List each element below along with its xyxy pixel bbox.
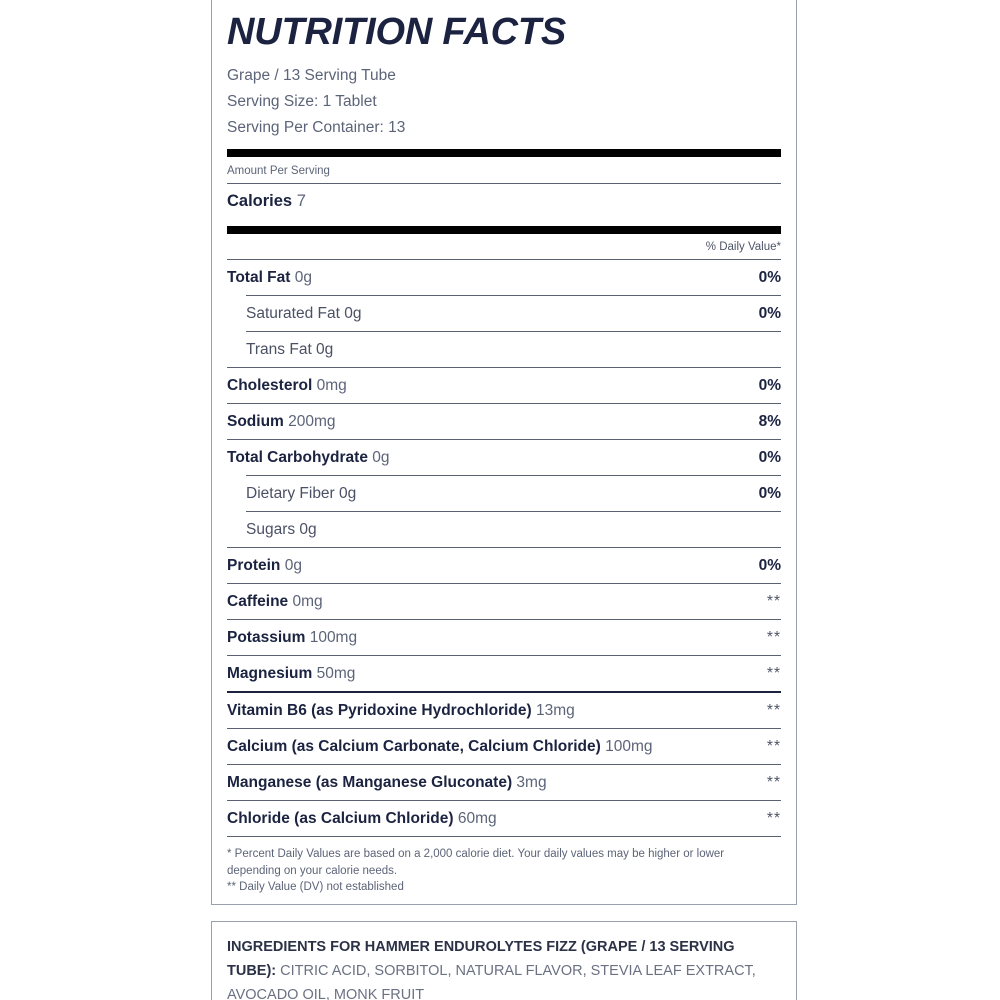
nutrient-amount: 100mg bbox=[600, 738, 653, 756]
nutrient-daily-value: ** bbox=[766, 702, 781, 720]
nutrient-name: Potassium bbox=[227, 628, 306, 646]
nutrient-label: Trans Fat 0g bbox=[246, 340, 334, 358]
calories-label: Calories bbox=[227, 191, 293, 210]
nutrient-row bbox=[227, 765, 781, 800]
nutrient-label bbox=[227, 448, 390, 467]
nutrient-amount: 50mg bbox=[312, 664, 356, 682]
ingredients-heading: INGREDIENTS FOR HAMMER ENDUROLYTES FIZZ (GRAPE / 13 SERVING TUBE): bbox=[227, 939, 735, 979]
nutrient-name: Caffeine bbox=[227, 592, 289, 610]
nutrient-daily-value: 8% bbox=[758, 412, 781, 430]
serving-info bbox=[227, 63, 781, 141]
nutrient-row bbox=[227, 584, 781, 619]
nutrient-row bbox=[227, 548, 781, 583]
nutrient-amount: 3mg bbox=[512, 774, 547, 792]
serving-info-per-container: Serving Per Container: 13 bbox=[227, 118, 406, 136]
nutrient-name: Calcium (as Calcium Carbonate, Calcium Chloride) bbox=[227, 738, 601, 756]
thick-divider-top bbox=[227, 149, 781, 157]
nutrient-name: Total Carbohydrate bbox=[227, 448, 368, 466]
nutrient-label bbox=[227, 376, 347, 395]
nutrient-daily-value: 0% bbox=[758, 448, 781, 466]
nutrient-label: Sugars 0g bbox=[246, 520, 317, 538]
nutrient-daily-value: ** bbox=[766, 738, 781, 756]
nutrient-daily-value: ** bbox=[766, 664, 781, 682]
ingredients-panel bbox=[211, 921, 797, 1000]
nutrient-row bbox=[227, 404, 781, 439]
nutrient-row bbox=[227, 440, 781, 475]
nutrient-row bbox=[227, 656, 781, 691]
nutrient-row bbox=[227, 729, 781, 764]
nutrient-label bbox=[227, 628, 357, 647]
nutrient-daily-value: ** bbox=[766, 628, 781, 646]
footnote-daily-value: * Percent Daily Values are based on a 2,000 calorie diet. Your daily values may be higher or lower depending on your calorie needs. bbox=[227, 848, 725, 877]
calories-value: 7 bbox=[296, 191, 306, 210]
nutrient-label bbox=[227, 412, 336, 431]
nutrient-amount: 0g bbox=[290, 268, 312, 286]
nutrient-label bbox=[227, 737, 653, 756]
nutrient-row bbox=[227, 620, 781, 655]
nutrient-name: Magnesium bbox=[227, 664, 313, 682]
ingredients-list: CITRIC ACID, SORBITOL, NATURAL FLAVOR, STEVIA LEAF EXTRACT, AVOCADO OIL, MONK FRUIT bbox=[227, 963, 756, 1000]
nutrient-row bbox=[227, 801, 781, 836]
nutrient-label: Dietary Fiber 0g bbox=[246, 484, 357, 502]
footnote-dv-not-established: ** Daily Value (DV) not established bbox=[227, 881, 404, 894]
nutrient-amount: 0g bbox=[280, 556, 302, 574]
nutrient-daily-value: 0% bbox=[758, 376, 781, 394]
nutrient-row bbox=[227, 260, 781, 295]
footnotes bbox=[227, 837, 781, 896]
nutrient-amount: 0mg bbox=[288, 592, 323, 610]
serving-info-flavor: Grape / 13 Serving Tube bbox=[227, 66, 396, 84]
nutrient-daily-value: ** bbox=[766, 810, 781, 828]
nutrient-label bbox=[227, 664, 355, 683]
nutrient-daily-value: 0% bbox=[758, 268, 781, 286]
nutrient-label bbox=[227, 809, 497, 828]
nutrient-daily-value: ** bbox=[766, 592, 781, 610]
nutrient-name: Sodium bbox=[227, 412, 284, 430]
nutrient-amount: 100mg bbox=[305, 628, 358, 646]
nutrient-row bbox=[227, 332, 781, 367]
nutrient-daily-value: 0% bbox=[758, 556, 781, 574]
nutrient-daily-value: ** bbox=[766, 774, 781, 792]
nutrient-amount: 13mg bbox=[531, 702, 575, 720]
nutrient-name: Cholesterol bbox=[227, 376, 313, 394]
nutrient-amount: 0mg bbox=[312, 376, 347, 394]
nutrient-label: Saturated Fat 0g bbox=[246, 304, 362, 322]
nutrient-row bbox=[227, 476, 781, 511]
calories-row bbox=[227, 184, 781, 218]
nutrient-label bbox=[227, 592, 323, 611]
page-title: NUTRITION FACTS bbox=[227, 11, 566, 53]
nutrient-label bbox=[227, 701, 575, 720]
thick-divider-calories bbox=[227, 226, 781, 234]
nutrient-rows bbox=[227, 260, 781, 838]
nutrient-row bbox=[227, 512, 781, 547]
nutrient-label bbox=[227, 773, 547, 792]
nutrient-name: Total Fat bbox=[227, 268, 291, 286]
nutrient-name: Vitamin B6 (as Pyridoxine Hydrochloride) bbox=[227, 702, 532, 720]
nutrition-facts-panel bbox=[211, 0, 797, 905]
nutrient-name: Manganese (as Manganese Gluconate) bbox=[227, 774, 513, 792]
nutrient-row bbox=[227, 368, 781, 403]
nutrient-name: Chloride (as Calcium Chloride) bbox=[227, 810, 454, 828]
ingredients-text bbox=[227, 935, 781, 1000]
nutrient-label bbox=[227, 268, 312, 287]
nutrient-daily-value: 0% bbox=[758, 304, 781, 322]
nutrient-label bbox=[227, 556, 302, 575]
nutrient-amount: 0g bbox=[367, 448, 390, 466]
daily-value-header: % Daily Value* bbox=[705, 240, 781, 253]
nutrient-row bbox=[227, 693, 781, 728]
serving-info-size: Serving Size: 1 Tablet bbox=[227, 92, 377, 110]
nutrient-daily-value: 0% bbox=[758, 484, 781, 502]
nutrient-amount: 60mg bbox=[453, 810, 497, 828]
amount-per-serving-label: Amount Per Serving bbox=[227, 164, 330, 177]
nutrient-name: Protein bbox=[227, 556, 281, 574]
nutrient-amount: 200mg bbox=[283, 412, 336, 430]
nutrient-row bbox=[227, 296, 781, 331]
